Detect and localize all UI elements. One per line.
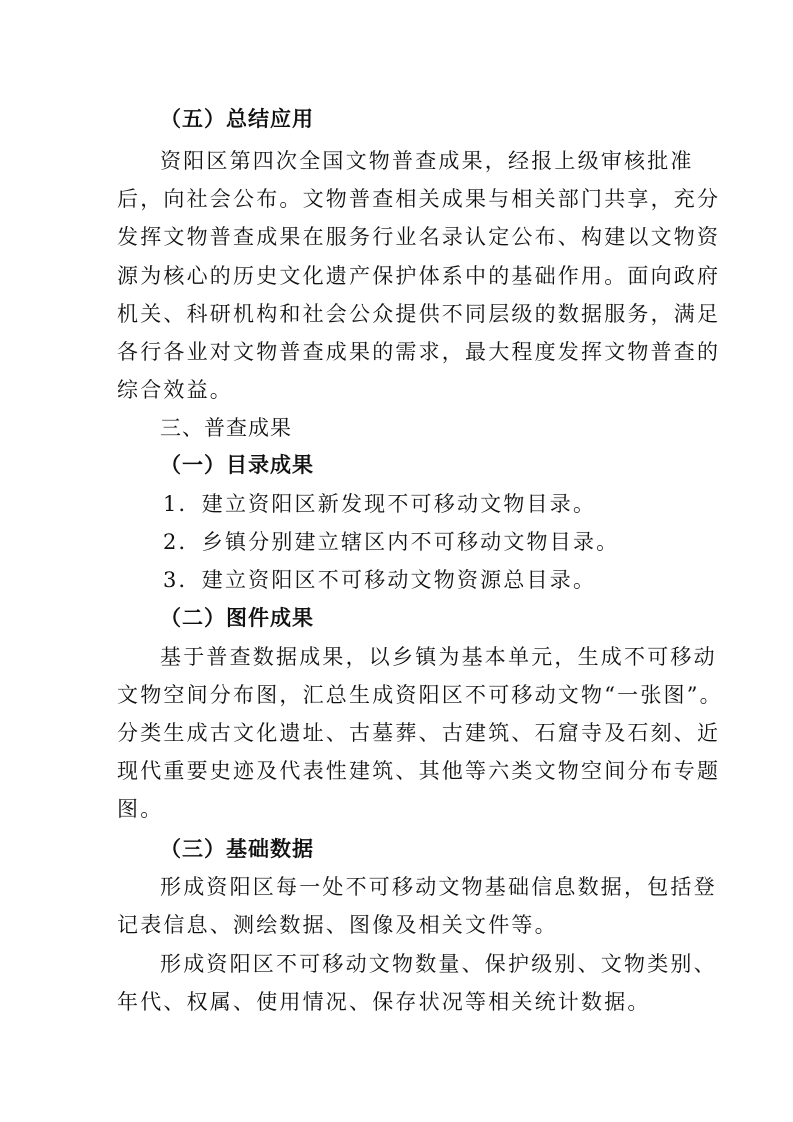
paragraph-line: 后，向社会公布。文物普查相关成果与相关部门共享，充分 [117, 187, 721, 211]
paragraph-line: 记表信息、测绘数据、图像及相关文件等。 [117, 913, 558, 937]
section-heading-map-results: （二）图件成果 [160, 606, 314, 630]
paragraph-line: 现代重要史迹及代表性建筑、其他等六类文物空间分布专题 [117, 759, 721, 783]
paragraph-line: 图。 [117, 797, 164, 821]
paragraph-line: 各行各业对文物普查成果的需求，最大程度发挥文物普查的 [117, 340, 721, 364]
paragraph-line: 资阳区第四次全国文物普查成果，经报上级审核批准 [160, 149, 694, 173]
paragraph-line: 分类生成古文化遗址、古墓葬、古建筑、石窟寺及石刻、近 [117, 721, 721, 745]
section-heading-basic-data: （三）基础数据 [160, 837, 314, 861]
paragraph-line: 源为核心的历史文化遗产保护体系中的基础作用。面向政府 [117, 264, 721, 288]
paragraph-line: 发挥文物普查成果在服务行业名录认定公布、构建以文物资 [117, 225, 721, 249]
paragraph-line: 文物空间分布图，汇总生成资阳区不可移动文物“一张图”。 [117, 683, 723, 707]
paragraph-line: 基于普查数据成果，以乡镇为基本单元，生成不可移动 [160, 645, 717, 669]
list-item: 1．建立资阳区新发现不可移动文物目录。 [163, 492, 597, 516]
paragraph-line: 形成资阳区每一处不可移动文物基础信息数据，包括登 [160, 875, 717, 899]
paragraph-line: 形成资阳区不可移动文物数量、保护级别、文物类别、 [160, 952, 717, 976]
part-heading-survey-results: 三、普查成果 [160, 416, 292, 440]
list-item: 3．建立资阳区不可移动文物资源总目录。 [163, 568, 597, 592]
paragraph-line: 年代、权属、使用情况、保存状况等相关统计数据。 [117, 990, 651, 1014]
paragraph-line: 综合效益。 [117, 378, 233, 402]
list-item: 2．乡镇分别建立辖区内不可移动文物目录。 [163, 530, 620, 554]
paragraph-line: 机关、科研机构和社会公众提供不同层级的数据服务，满足 [117, 302, 721, 326]
section-heading-catalog-results: （一）目录成果 [160, 453, 314, 477]
section-heading-summary-application: （五）总结应用 [160, 107, 314, 131]
